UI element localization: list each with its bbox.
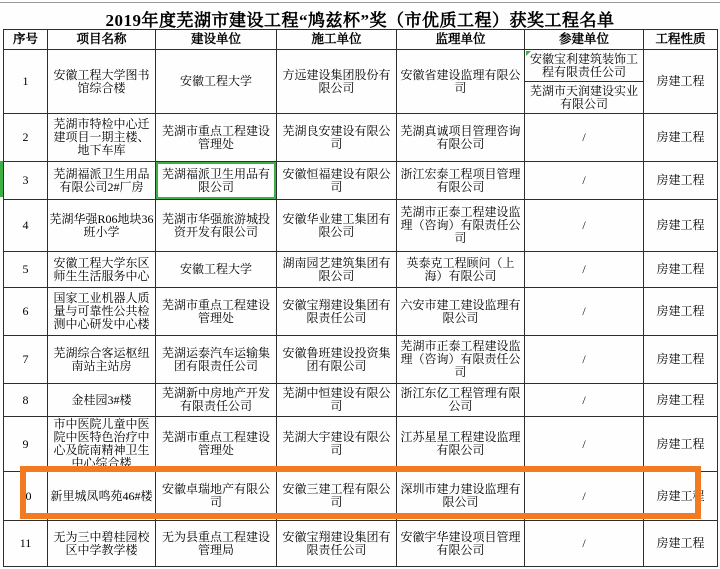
cell-participant[interactable]: / [525, 252, 644, 288]
cell-project[interactable]: 无为三中碧桂园校区中学教学楼 [48, 521, 156, 567]
cell-builder-selected[interactable]: 芜湖福派卫生用品有限公司 [156, 162, 277, 200]
cell-project[interactable]: 金桂园3#楼 [48, 384, 156, 417]
cell-builder[interactable]: 安徽卓瑞地产有限公司 [156, 472, 277, 521]
cell-participant[interactable]: 芜湖市天润建设实业有限公司 [525, 82, 644, 114]
table-row-highlighted [4, 472, 718, 521]
page-title: 2019年度芜湖市建设工程“鸠兹杯”奖（市优质工程）获奖工程名单 [105, 11, 615, 30]
cell-nature[interactable]: 房建工程 [644, 200, 718, 252]
cell-serial[interactable]: 9 [4, 417, 48, 472]
cell-contractor[interactable]: 安徽恒福建设有限公司 [277, 162, 397, 200]
cell-participant-text: 安徽宝利建筑装饰工程有限责任公司 [529, 51, 638, 79]
cell-serial[interactable]: 1 [4, 50, 48, 114]
column-header-serial[interactable]: 序号 [4, 30, 48, 50]
cell-serial[interactable]: 4 [4, 200, 48, 252]
cell-supervisor[interactable]: 安徽宇华建设项目管理有限公司 [397, 521, 525, 567]
row-selection-indicator [0, 161, 3, 197]
cell-supervisor[interactable]: 芜湖市正泰工程建设监理（咨询）有限责任公司 [397, 336, 525, 384]
cell-contractor[interactable]: 芜湖大宇建设有限公司 [277, 417, 397, 472]
cell-participant[interactable]: / [525, 288, 644, 336]
comment-indicator-icon [526, 51, 531, 56]
cell-contractor[interactable]: 安徽三建工程有限公司 [277, 472, 397, 521]
cell-serial[interactable]: 7 [4, 336, 48, 384]
cell-contractor[interactable]: 安徽宝翔建设集团有限责任公司 [277, 521, 397, 567]
cell-nature[interactable]: 房建工程 [644, 114, 718, 162]
table-row [4, 50, 718, 82]
cell-participant[interactable]: / [525, 162, 644, 200]
cell-contractor[interactable]: 安徽鲁班建设投资集团有限公司 [277, 336, 397, 384]
cell-participant[interactable]: / [525, 200, 644, 252]
cell-contractor[interactable]: 芜湖良安建设有限公司 [277, 114, 397, 162]
cell-supervisor[interactable]: 浙江东亿工程管理有限公司 [397, 384, 525, 417]
cell-project[interactable]: 芜湖华强R06地块36班小学 [48, 200, 156, 252]
cell-serial[interactable]: 10 [4, 472, 48, 521]
cell-contractor[interactable]: 方远建设集团股份有限公司 [277, 50, 397, 114]
cell-contractor[interactable]: 安徽华业建工集团有限公司 [277, 200, 397, 252]
awards-table [3, 29, 718, 567]
cell-serial[interactable]: 6 [4, 288, 48, 336]
table-row [4, 521, 718, 567]
cell-nature[interactable]: 房建工程 [644, 521, 718, 567]
table-row [4, 417, 718, 472]
cell-participant[interactable]: / [525, 114, 644, 162]
cell-supervisor[interactable]: 深圳市建力建设监理有限公司 [397, 472, 525, 521]
cell-participant[interactable]: / [525, 336, 644, 384]
table-row [4, 336, 718, 384]
table-row [4, 114, 718, 162]
column-header-nature[interactable]: 工程性质 [644, 30, 718, 50]
table-row [4, 200, 718, 252]
column-header-project[interactable]: 项目名称 [48, 30, 156, 50]
cell-supervisor[interactable]: 安徽省建设监理有限公司 [397, 50, 525, 114]
cell-project[interactable]: 芜湖综合客运枢纽南站主站房 [48, 336, 156, 384]
cell-supervisor[interactable]: 六安市建工建设监理有限公司 [397, 288, 525, 336]
cell-supervisor[interactable]: 芜湖真诚项目管理咨询有限公司 [397, 114, 525, 162]
cell-project[interactable]: 新里城凤鸣苑46#楼 [48, 472, 156, 521]
cell-participant[interactable]: / [525, 521, 644, 567]
cell-project[interactable]: 安徽工程大学东区师生生活服务中心 [48, 252, 156, 288]
table-row [4, 288, 718, 336]
cell-builder[interactable]: 芜湖运泰汽车运输集团有限责任公司 [156, 336, 277, 384]
cell-builder[interactable]: 安徽工程大学 [156, 50, 277, 114]
column-header-contractor[interactable]: 施工单位 [277, 30, 397, 50]
top-border-line [0, 2, 720, 3]
cell-participant[interactable]: / [525, 472, 644, 521]
cell-nature[interactable]: 房建工程 [644, 336, 718, 384]
cell-serial[interactable]: 11 [4, 521, 48, 567]
cell-nature[interactable]: 房建工程 [644, 50, 718, 114]
cell-supervisor[interactable]: 浙江宏泰工程项目管理有限公司 [397, 162, 525, 200]
cell-supervisor[interactable]: 英泰克工程顾问（上海）有限公司 [397, 252, 525, 288]
cell-builder[interactable]: 安徽工程大学 [156, 252, 277, 288]
cell-participant[interactable]: / [525, 417, 644, 472]
cell-project[interactable]: 国家工业机器人质量与可靠性公共检测中心研发中心楼 [48, 288, 156, 336]
cell-contractor[interactable]: 湖南园艺建筑集团有限公司 [277, 252, 397, 288]
cell-contractor[interactable]: 芜湖中恒建设有限公司 [277, 384, 397, 417]
cell-builder[interactable]: 芜湖市重点工程建设管理处 [156, 114, 277, 162]
column-header-supervisor[interactable]: 监理单位 [397, 30, 525, 50]
cell-project[interactable]: 芜湖福派卫生用品有限公司2#厂房 [48, 162, 156, 200]
header-row [4, 30, 718, 50]
cell-nature[interactable]: 房建工程 [644, 472, 718, 521]
cell-contractor[interactable]: 安徽宝翔建设集团有限责任公司 [277, 288, 397, 336]
table-row [4, 384, 718, 417]
cell-serial[interactable]: 8 [4, 384, 48, 417]
cell-serial[interactable]: 5 [4, 252, 48, 288]
cell-builder[interactable]: 芜湖市重点工程建设管理处 [156, 417, 277, 472]
cell-participant[interactable]: / [525, 384, 644, 417]
cell-serial[interactable]: 2 [4, 114, 48, 162]
cell-builder[interactable]: 芜湖新中房地产开发有限责任公司 [156, 384, 277, 417]
cell-builder[interactable]: 芜湖市重点工程建设管理处 [156, 288, 277, 336]
cell-participant[interactable] [525, 50, 644, 82]
cell-project[interactable]: 安徽工程大学图书馆综合楼 [48, 50, 156, 114]
cell-supervisor[interactable]: 芜湖市正泰工程建设监理（咨询）有限责任公司 [397, 200, 525, 252]
cell-nature[interactable]: 房建工程 [644, 384, 718, 417]
cell-nature[interactable]: 房建工程 [644, 252, 718, 288]
column-header-builder[interactable]: 建设单位 [156, 30, 277, 50]
cell-nature[interactable]: 房建工程 [644, 162, 718, 200]
cell-nature[interactable]: 房建工程 [644, 288, 718, 336]
cell-builder[interactable]: 芜湖市华强旅游城投资开发有限公司 [156, 200, 277, 252]
table-row [4, 252, 718, 288]
cell-project[interactable]: 芜湖市特检中心迁建项目一期主楼、地下车库 [48, 114, 156, 162]
cell-builder[interactable]: 无为县重点工程建设管理局 [156, 521, 277, 567]
cell-supervisor[interactable]: 江苏星星工程建设监理有限公司 [397, 417, 525, 472]
cell-nature[interactable]: 房建工程 [644, 417, 718, 472]
cell-serial[interactable]: 3 [4, 162, 48, 200]
column-header-participant[interactable]: 参建单位 [525, 30, 644, 50]
cell-project[interactable]: 市中医院儿童中医院中医特色治疗中心及皖南精神卫生中心综合楼 [48, 417, 156, 472]
table-row [4, 162, 718, 200]
